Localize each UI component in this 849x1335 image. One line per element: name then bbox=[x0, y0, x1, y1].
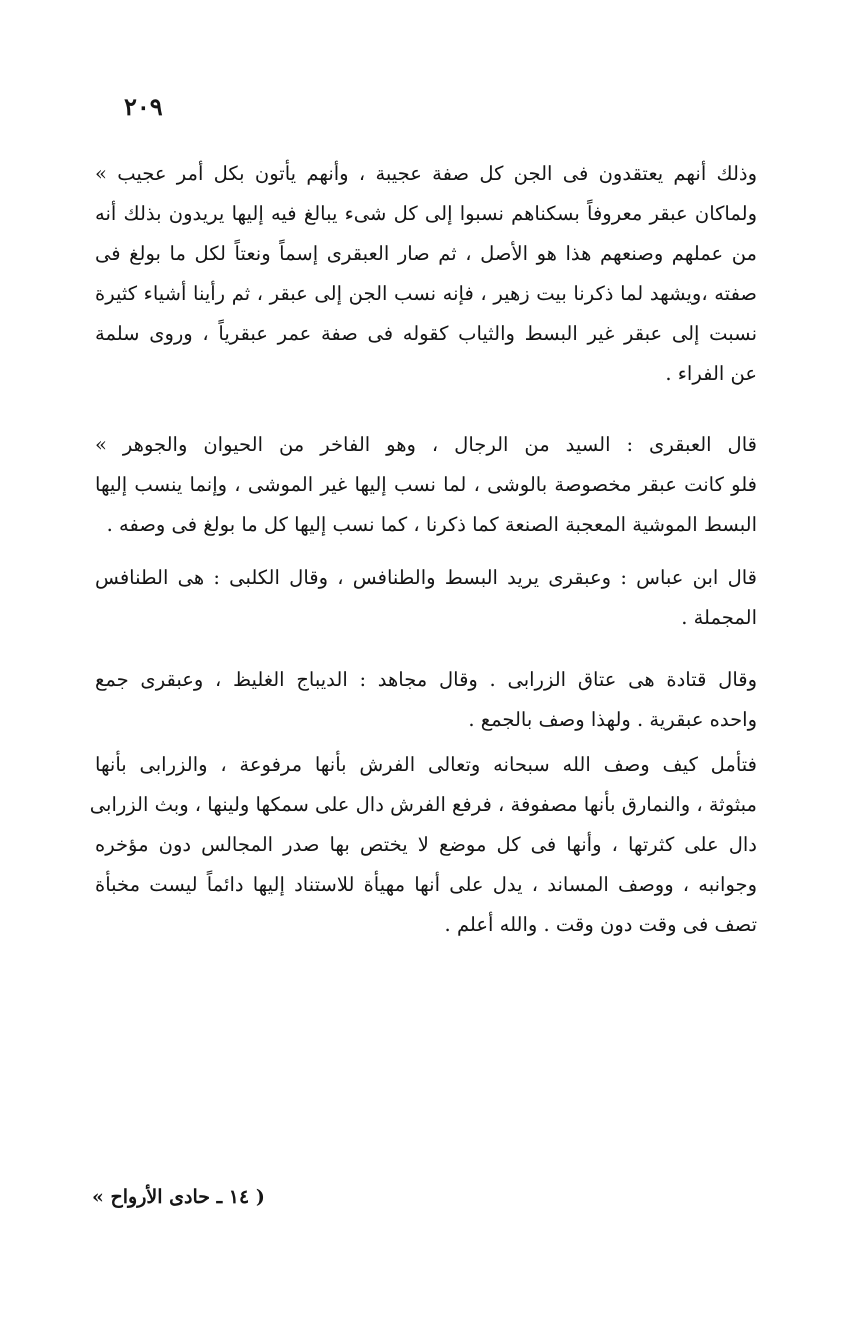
text-line: تصف فى وقت دون وقت . والله أعلم . bbox=[444, 913, 757, 936]
footer-signature: ( ١٤ ـ حادى الأرواح » bbox=[92, 1186, 265, 1208]
text-line: وجوانبه ، ووصف المساند ، يدل على أنها مهيأة للاستناد إليها دائماً ليست مخبأة bbox=[95, 873, 757, 896]
text-line: ولماكان عبقر معروفاً بسكناهم نسبوا إلى كل شىء يبالغ فيه إليها يريدون بذلك أنه bbox=[95, 202, 757, 225]
page-number: ٢٠٩ bbox=[124, 92, 163, 121]
text-line: عن الفراء . bbox=[665, 362, 757, 385]
text-line: فتأمل كيف وصف الله سبحانه وتعالى الفرش بأنها مرفوعة ، والزرابى بأنها bbox=[95, 753, 757, 776]
text-line: مبثوثة ، والنمارق بأنها مصفوفة ، فرفع الفرش دال على سمكها ولينها ، وبث الزرابى bbox=[89, 793, 757, 816]
text-line: من عملهم وصنعهم هذا هو الأصل ، ثم صار العبقرى إسماً ونعتاً لكل ما بولغ فى bbox=[95, 242, 757, 265]
text-line: قال ابن عباس : وعبقرى يريد البسط والطنافس ، وقال الكلبى : هى الطنافس bbox=[95, 566, 757, 589]
text-line: صفته ،ويشهد لما ذكرنا بيت زهير ، فإنه نسب الجن إلى عبقر ، ثم رأينا أشياء كثيرة bbox=[95, 282, 757, 305]
text-line: فلو كانت عبقر مخصوصة بالوشى ، لما نسب إليها غير الموشى ، وإنما ينسب إليها bbox=[95, 473, 757, 496]
text-line: نسبت إلى عبقر غير البسط والثياب كقوله فى صفة عمر عبقرياً ، وروى سلمة bbox=[95, 322, 757, 345]
text-line: البسط الموشية المعجبة الصنعة كما ذكرنا ، كما نسب إليها كل ما بولغ فى وصفه . bbox=[106, 513, 757, 536]
text-line: قال العبقرى : السيد من الرجال ، وهو الفاخر من الحيوان والجوهر » bbox=[95, 433, 757, 456]
text-line: دال على كثرتها ، وأنها فى كل موضع لا يختص بها صدر المجالس دون مؤخره bbox=[95, 833, 757, 856]
text-line: واحده عبقرية . ولهذا وصف بالجمع . bbox=[468, 708, 757, 731]
text-line: المجملة . bbox=[681, 606, 757, 629]
text-line: وذلك أنهم يعتقدون فى الجن كل صفة عجيبة ، وأنهم يأتون بكل أمر عجيب » bbox=[95, 162, 757, 185]
text-line: وقال قتادة هى عتاق الزرابى . وقال مجاهد : الديباج الغليظ ، وعبقرى جمع bbox=[95, 668, 757, 691]
